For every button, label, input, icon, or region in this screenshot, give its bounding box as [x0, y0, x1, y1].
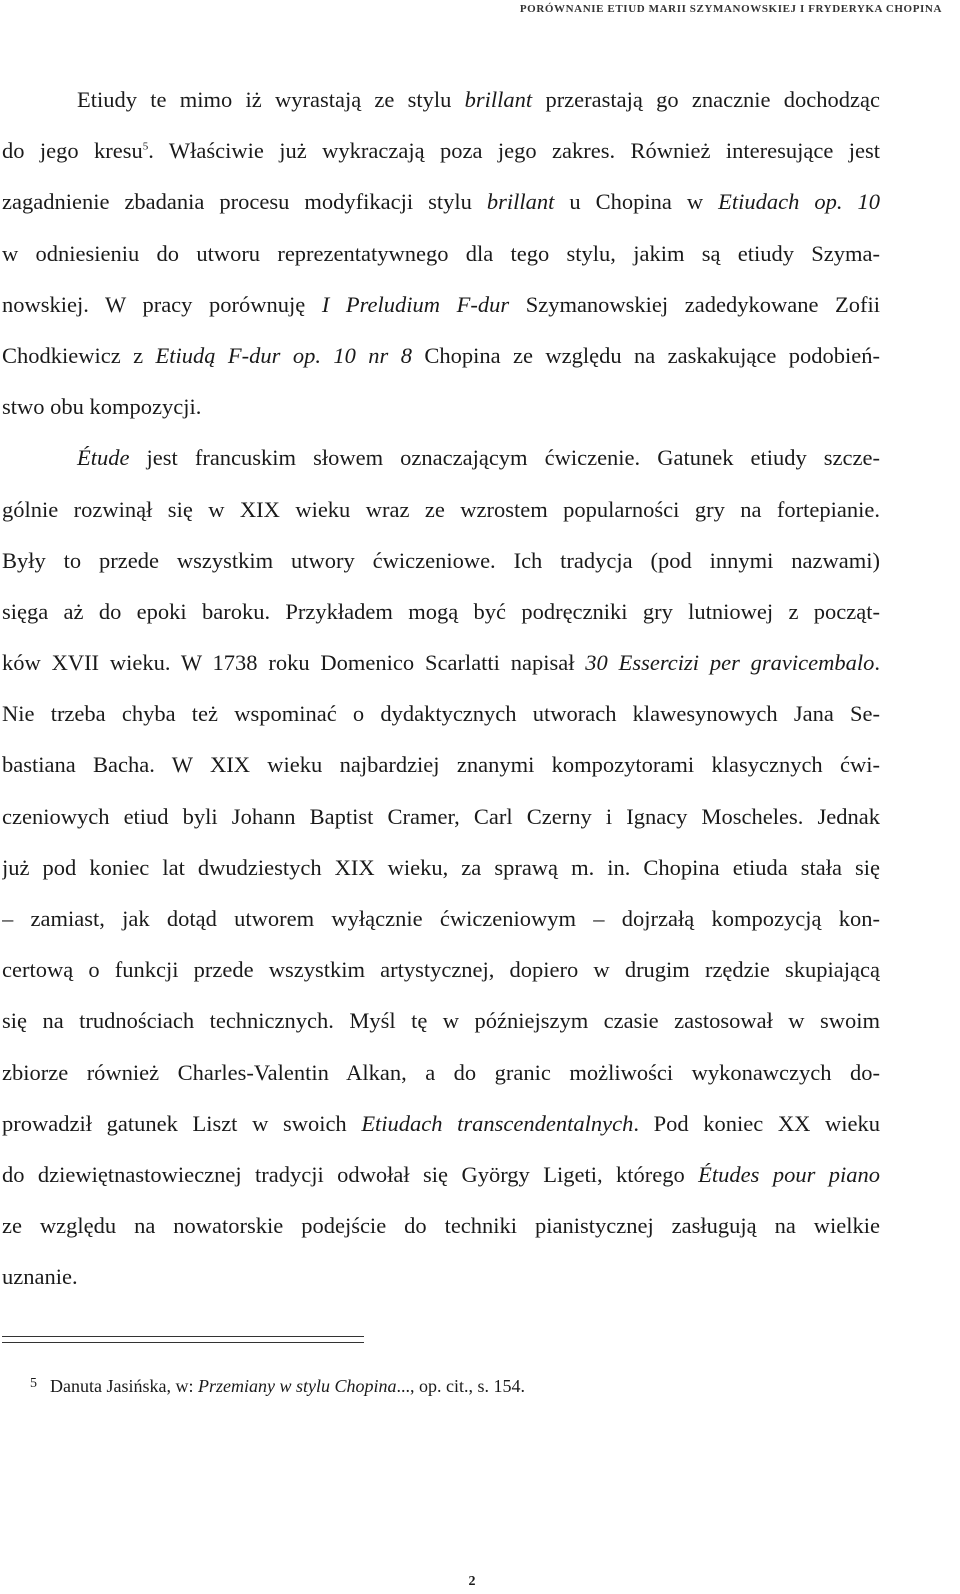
italic-text-segment: Etiudą F-dur op. 10 nr 8: [155, 342, 412, 368]
page-number: 2: [468, 1574, 476, 1589]
footnote-marker: 5: [30, 1376, 37, 1391]
text-line: [2, 1149, 880, 1200]
footnote-reference: 5: [142, 140, 149, 153]
italic-text-segment: brillant: [464, 87, 533, 112]
text-segment: bastiana Bacha. W XIX wieku najbardziej znanymi kompozytorami klasycznych ćwi-: [2, 752, 880, 778]
text-segment: prowadził gatunek Liszt w swoich: [2, 1110, 362, 1136]
text-segment: Szymanowskiej zadedykowane Zofii: [509, 291, 880, 317]
text-line: [2, 330, 880, 381]
text-line: [2, 535, 880, 586]
text-segment: . Właściwie już wykraczają poza jego zakres. Również interesujące jest: [148, 138, 880, 164]
footnote-rest: ..., op. cit., s. 154.: [396, 1376, 525, 1396]
text-segment: czeniowych etiud byli Johann Baptist Cramer, Carl Czerny i Ignacy Moscheles. Jednak: [2, 803, 880, 829]
text-segment: przerastają go znacznie dochodząc: [532, 87, 880, 112]
italic-text-segment: 30 Essercizi per gravicembalo: [585, 650, 875, 676]
text-segment: Nie trzeba chyba też wspominać o dydaktycznych utworach klawesynowych Jana Se-: [2, 701, 880, 727]
italic-text-segment: Études pour piano: [698, 1161, 880, 1187]
body-text: [2, 74, 880, 1303]
text-line: [2, 586, 880, 637]
text-line: [2, 279, 880, 330]
italic-text-segment: I Preludium F-dur: [321, 291, 510, 317]
text-line: [2, 791, 880, 842]
text-segment: Etiudy te mimo iż wyrastają ze stylu: [77, 87, 465, 112]
text-line: [2, 1200, 880, 1251]
text-line: [2, 432, 880, 483]
italic-text-segment: brillant: [486, 189, 555, 215]
text-line: [2, 944, 880, 995]
text-line: [2, 484, 880, 535]
footnote-title: Przemiany w stylu Chopina: [197, 1376, 397, 1396]
footnote-author: Danuta Jasińska, w:: [50, 1376, 198, 1396]
text-segment: ze względu na nowatorskie podejście do techniki pianistycznej zasługują na wielkie: [2, 1213, 880, 1239]
text-segment: jest francuskim słowem oznaczającym ćwiczenie. Gatunek etiudy szcze-: [129, 445, 880, 471]
text-segment: ków XVII wieku. W 1738 roku Domenico Scarlatti napisał: [2, 650, 586, 676]
italic-text-segment: Etiudach op. 10: [718, 189, 880, 215]
text-segment: Chopina ze względu na zaskakujące podobień-: [411, 342, 880, 368]
text-line: [2, 1098, 880, 1149]
text-line: [2, 893, 880, 944]
text-line: [2, 74, 880, 125]
text-segment: uznanie.: [2, 1264, 78, 1290]
text-line: [2, 176, 880, 227]
text-line: [2, 228, 880, 279]
running-head: PORÓWNANIE ETIUD MARII SZYMANOWSKIEJ I FRYDERYKA CHOPINA: [519, 3, 942, 15]
text-segment: stwo obu kompozycji.: [2, 394, 202, 420]
text-line: [2, 688, 880, 739]
text-segment: się na trudnościach technicznych. Myśl tę w późniejszym czasie zastosował w swoim: [2, 1008, 880, 1034]
text-segment: .: [874, 650, 880, 676]
text-line: [2, 739, 880, 790]
text-segment: do dziewiętnastowiecznej tradycji odwołał się György Ligeti, którego: [2, 1161, 699, 1187]
text-segment: – zamiast, jak dotąd utworem wyłącznie ćwiczeniowym – dojrzałą kompozycją kon-: [2, 906, 880, 931]
text-segment: nowskiej. W pracy porównuję: [2, 291, 322, 317]
footnote-separator: [2, 1336, 364, 1343]
text-segment: zagadnienie zbadania procesu modyfikacji stylu: [2, 189, 487, 215]
text-segment: w odniesieniu do utworu reprezentatywnego dla tego stylu, jakim są etiudy Szyma-: [2, 240, 880, 266]
text-segment: certową o funkcji przede wszystkim artystycznej, dopiero w drugim rzędzie skupiającą: [2, 957, 880, 983]
text-segment: do jego kresu: [2, 138, 143, 164]
text-segment: gólnie rozwinął się w XIX wieku wraz ze wzrostem popularności gry na fortepianie.: [2, 496, 880, 522]
text-segment: u Chopina w: [554, 189, 719, 215]
text-line: [2, 842, 880, 893]
text-segment: zbiorze również Charles-Valentin Alkan, a do granic możliwości wykonawczych do-: [2, 1059, 880, 1085]
text-line: [2, 637, 880, 688]
text-line: [2, 125, 880, 176]
italic-text-segment: Étude: [77, 445, 130, 471]
text-line: [2, 995, 880, 1046]
text-segment: sięga aż do epoki baroku. Przykładem mogą być podręczniki gry lutniowej z począt-: [2, 598, 880, 624]
text-segment: już pod koniec lat dwudziestych XIX wieku, za sprawą m. in. Chopina etiuda stała się: [2, 854, 880, 880]
text-segment: . Pod koniec XX wieku: [633, 1110, 880, 1136]
text-line: [2, 381, 880, 432]
italic-text-segment: Etiudach transcendentalnych: [361, 1110, 634, 1136]
text-segment: Chodkiewicz z: [2, 342, 156, 368]
text-segment: Były to przede wszystkim utwory ćwiczeniowe. Ich tradycja (pod innymi nazwami): [2, 547, 880, 573]
text-line: [2, 1251, 880, 1302]
footnote: [30, 1366, 525, 1404]
text-line: [2, 1047, 880, 1098]
